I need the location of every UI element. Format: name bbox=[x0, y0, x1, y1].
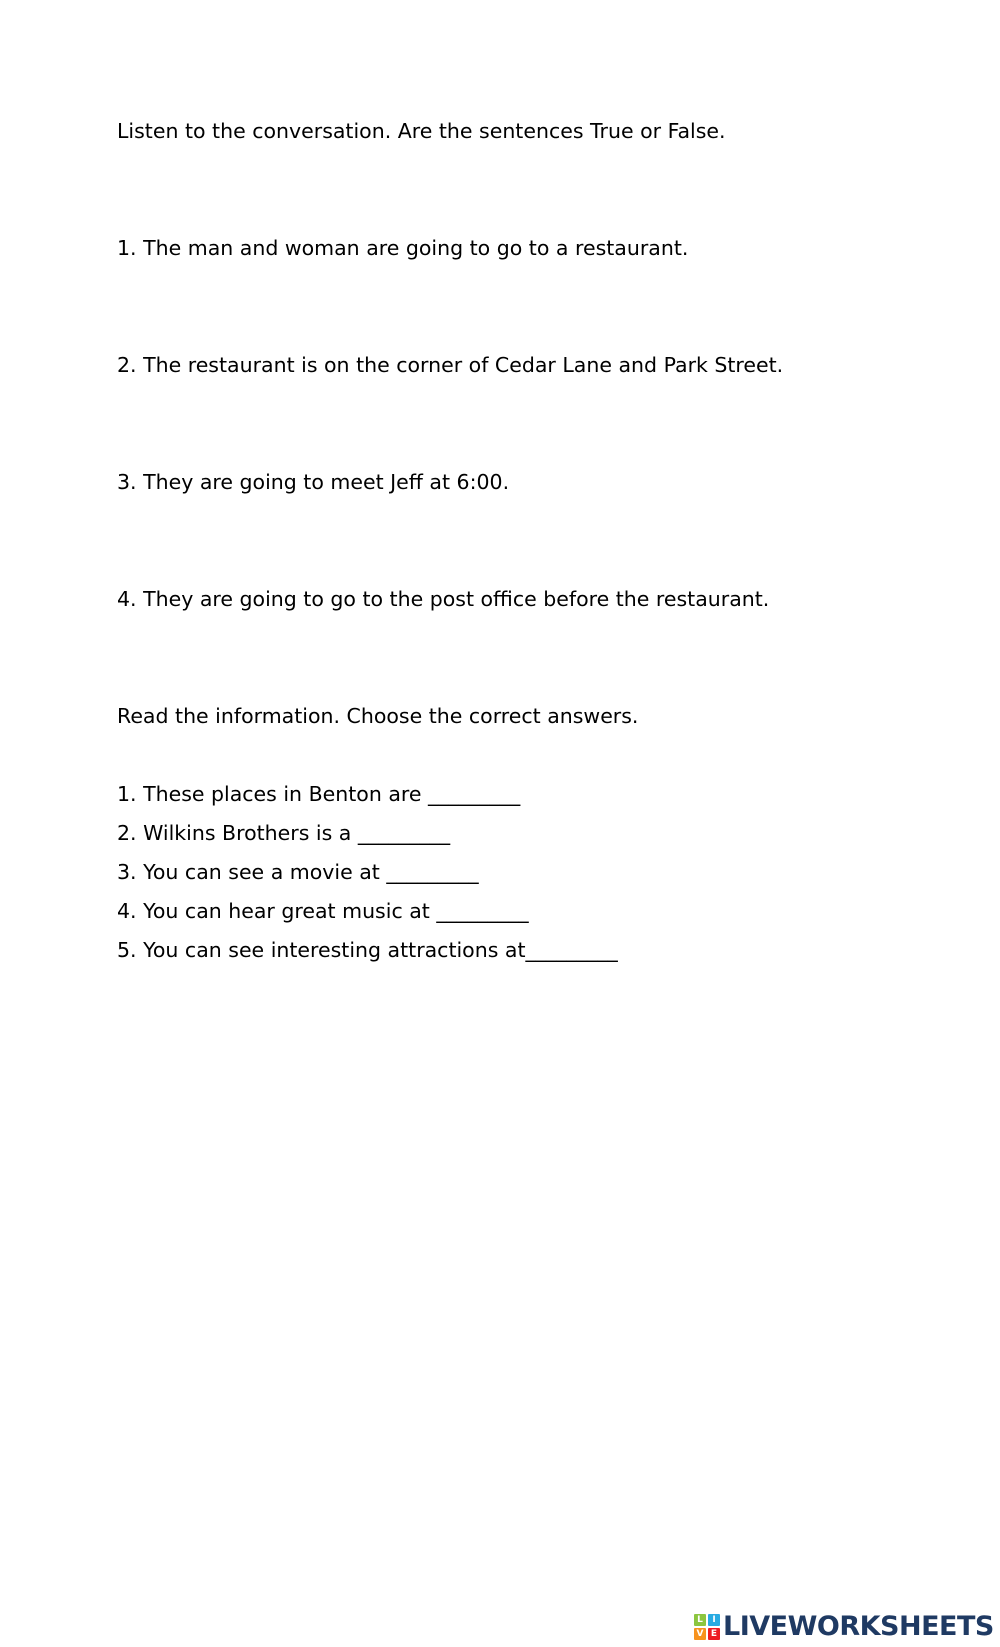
logo-mark-i: I bbox=[708, 1614, 720, 1626]
answer-item-5: 5. You can see interesting attractions at_________ bbox=[117, 938, 618, 962]
true-false-item-4: 4. They are going to go to the post office before the restaurant. bbox=[117, 587, 770, 611]
answer-item-4: 4. You can hear great music at _________ bbox=[117, 899, 529, 923]
true-false-item-3: 3. They are going to meet Jeff at 6:00. bbox=[117, 470, 510, 494]
logo-mark-e: E bbox=[708, 1628, 720, 1640]
true-false-item-1: 1. The man and woman are going to go to a restaurant. bbox=[117, 236, 689, 260]
logo-mark-v: V bbox=[694, 1628, 706, 1640]
answer-item-3: 3. You can see a movie at _________ bbox=[117, 860, 479, 884]
true-false-item-2: 2. The restaurant is on the corner of Cedar Lane and Park Street. bbox=[117, 353, 784, 377]
logo-text: LIVEWORKSHEETS bbox=[723, 1611, 994, 1642]
section2-heading: Read the information. Choose the correct answers. bbox=[117, 704, 639, 728]
answer-item-2: 2. Wilkins Brothers is a _________ bbox=[117, 821, 451, 845]
section1-heading: Listen to the conversation. Are the sentences True or False. bbox=[117, 119, 726, 143]
logo-mark-l: L bbox=[694, 1614, 706, 1626]
liveworksheets-logo bbox=[694, 1612, 994, 1642]
answer-item-1: 1. These places in Benton are _________ bbox=[117, 782, 521, 806]
liveworksheets-logo-icon bbox=[694, 1614, 720, 1640]
